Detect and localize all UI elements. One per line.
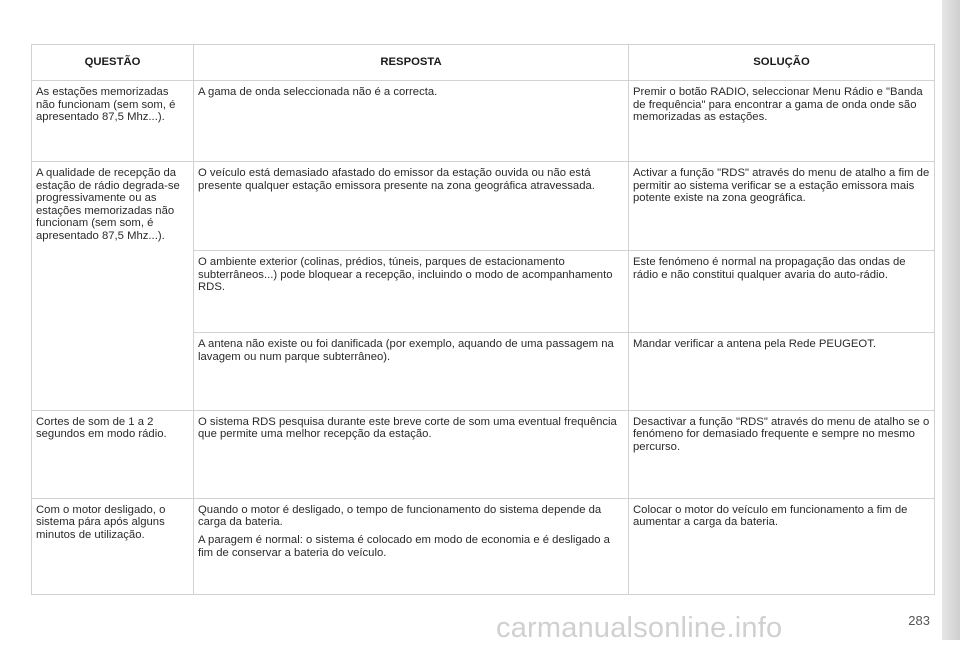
table-header-row — [32, 45, 935, 81]
answer-cell — [194, 332, 629, 410]
solution-cell: Activar a função "RDS" através do menu de atalho a fim de permitir ao sistema verificar se a estação emissora mais potente existe na zona geográfica. — [629, 161, 935, 250]
solution-cell: Desactivar a função "RDS" através do menu de atalho se o fenómeno for demasiado frequente e sempre no mesmo percurso. — [629, 410, 935, 498]
solution-cell: Premir o botão RADIO, seleccionar Menu Rádio e "Banda de frequência" para encontrar a gama de onda onde são memorizadas as estações. — [629, 81, 935, 162]
table-row — [32, 81, 935, 162]
answer-text: Quando o motor é desligado, o tempo de funcionamento do sistema depende da carga da bateria. — [198, 503, 602, 529]
table-row — [32, 161, 935, 250]
solution-cell: Este fenómeno é normal na propagação das ondas de rádio e não constitui qualquer avaria do auto-rádio. — [629, 250, 935, 332]
answer-text: A antena não existe ou foi danificada (por exemplo, aquando de uma passagem na lavagem ou num parque subterrâneo). — [198, 337, 614, 363]
header-answer: RESPOSTA — [194, 45, 629, 81]
answer-text: A gama de onda seleccionada não é a correcta. — [198, 86, 438, 98]
page-number: 283 — [908, 613, 930, 628]
page-edge — [942, 0, 960, 640]
question-cell: Cortes de som de 1 a 2 segundos em modo rádio. — [32, 410, 194, 498]
answer-cell — [194, 498, 629, 594]
answer-cell — [194, 410, 629, 498]
answer-text: A paragem é normal: o sistema é colocado em modo de economia e é desligado a fim de conservar a bateria do veículo. — [198, 534, 610, 559]
table-row — [32, 498, 935, 594]
solution-cell: Mandar verificar a antena pela Rede PEUGEOT. — [629, 332, 935, 410]
troubleshooting-table — [31, 44, 935, 595]
question-cell: Com o motor desligado, o sistema pára após alguns minutos de utilização. — [32, 498, 194, 594]
answer-cell — [194, 161, 629, 250]
answer-text: O ambiente exterior (colinas, prédios, túneis, parques de estacionamento subterrâneos...) pode bloquear a recepção, incluindo o modo de acompanhamento RDS. — [198, 255, 613, 294]
answer-text: O sistema RDS pesquisa durante este breve corte de som uma eventual frequência que permite uma melhor recepção da estação. — [198, 415, 617, 441]
watermark: carmanualsonline.info — [496, 612, 783, 644]
question-cell: As estações memorizadas não funcionam (sem som, é apresentado 87,5 Mhz...). — [32, 81, 194, 162]
question-cell: A qualidade de recepção da estação de rádio degrada-se progressivamente ou as estações memorizadas não funcionam (sem som, é apresentado 87,5 Mhz...). — [32, 161, 194, 410]
answer-cell — [194, 250, 629, 332]
solution-cell: Colocar o motor do veículo em funcionamento a fim de aumentar a carga da bateria. — [629, 498, 935, 594]
header-question: QUESTÃO — [32, 45, 194, 81]
answer-cell — [194, 81, 629, 162]
answer-text: O veículo está demasiado afastado do emissor da estação ouvida ou não está presente qualquer estação emissora presente na zona geográfica atravessada. — [198, 166, 595, 192]
header-solution: SOLUÇÃO — [629, 45, 935, 81]
table-row — [32, 410, 935, 498]
